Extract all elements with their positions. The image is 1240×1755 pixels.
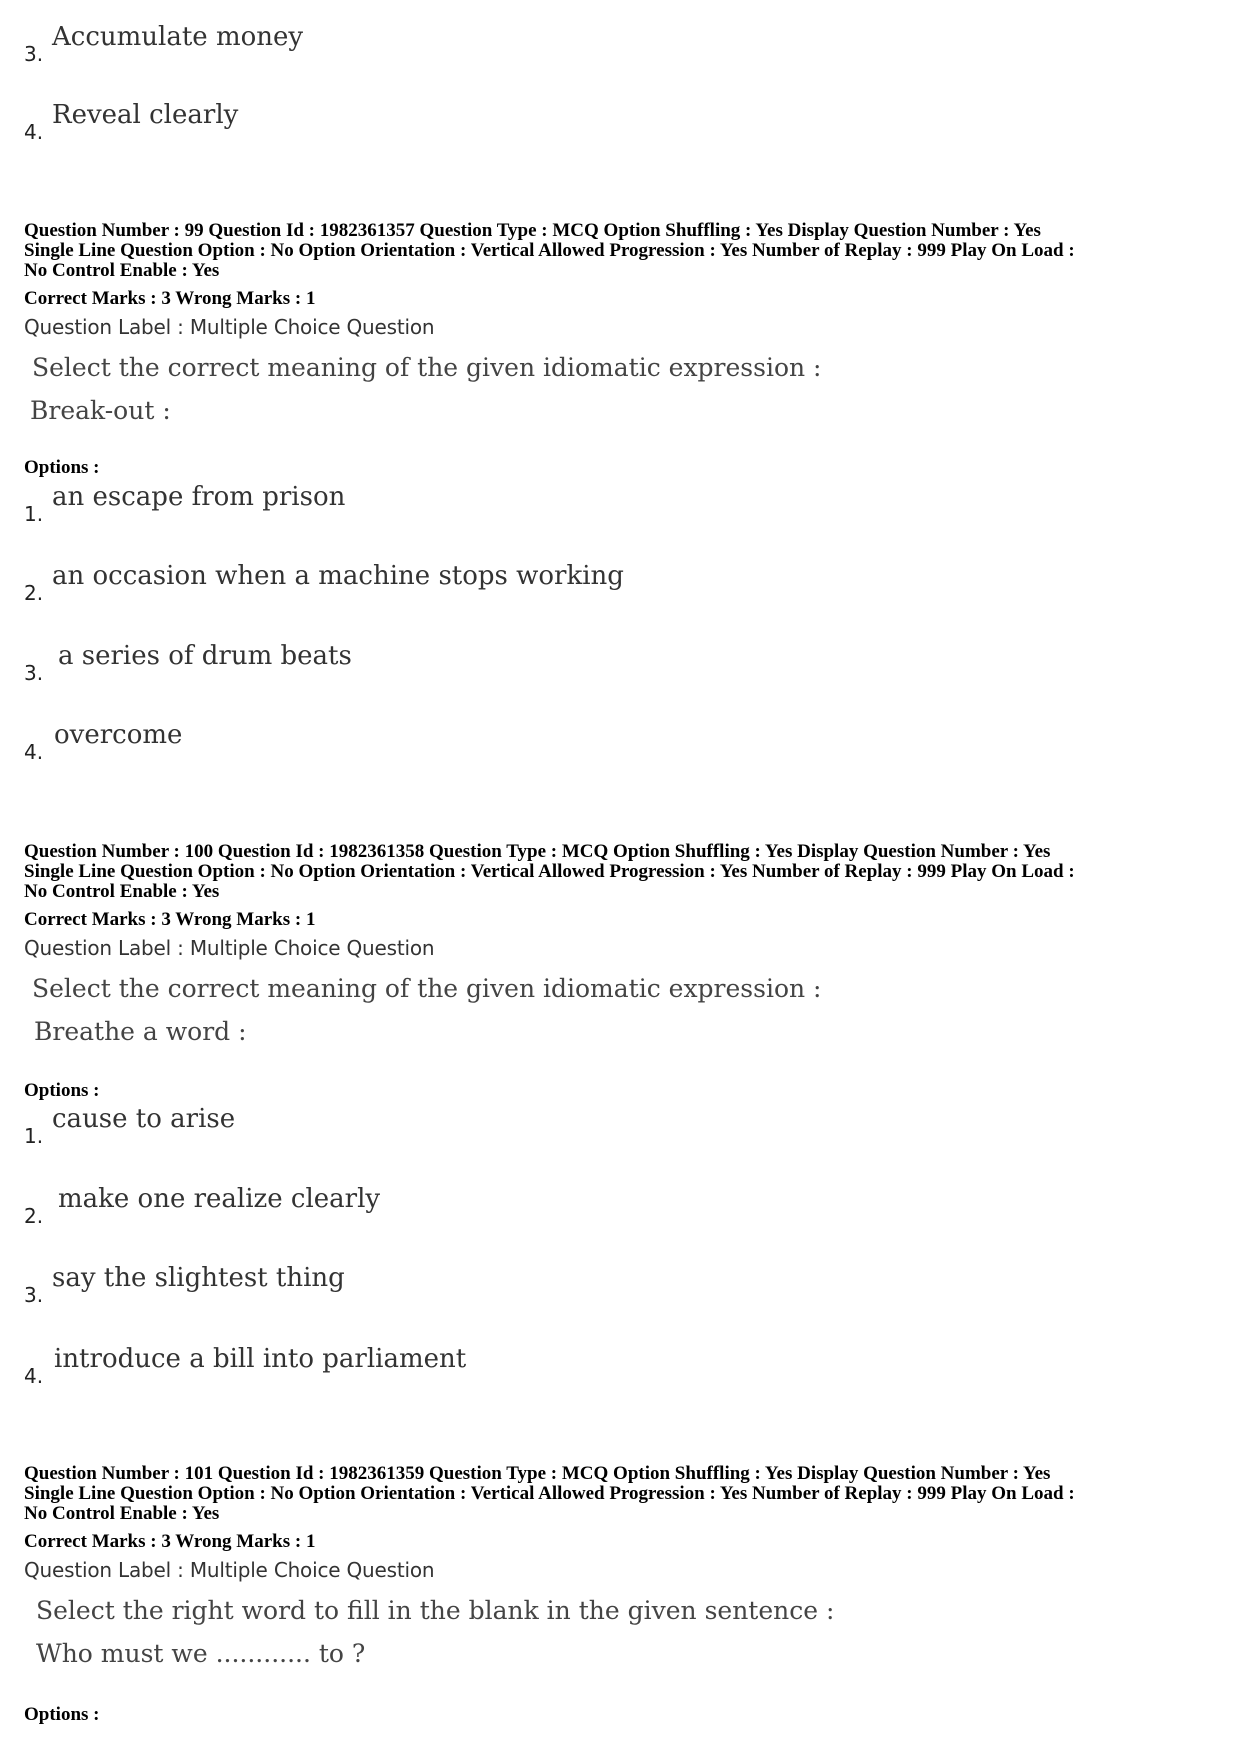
option-text: an escape from prison	[52, 482, 346, 512]
question-block-100	[24, 842, 1224, 1046]
marks-line: Correct Marks : 3 Wrong Marks : 1	[24, 909, 316, 930]
question-expression: Breathe a word :	[34, 1017, 247, 1046]
question-meta-line: Question Number : 100 Question Id : 1982361358 Question Type : MCQ Option Shuffling : Yes Display Question Number : Yes	[24, 841, 1051, 862]
question-label: Question Label : Multiple Choice Question	[24, 936, 435, 960]
question-meta-line: Single Line Question Option : No Option Orientation : Vertical Allowed Progression : Yes Number of Replay : 999 Play On Load :	[24, 861, 1075, 882]
option-text: an occasion when a machine stops working	[52, 561, 624, 591]
options-label: Options :	[24, 457, 100, 478]
question-meta-line: Question Number : 99 Question Id : 1982361357 Question Type : MCQ Option Shuffling : Yes Display Question Number : Yes	[24, 220, 1041, 241]
question-expression: Who must we ............ to ?	[36, 1639, 366, 1668]
question-label: Question Label : Multiple Choice Question	[24, 1558, 435, 1582]
question-label: Question Label : Multiple Choice Question	[24, 315, 435, 339]
option-number: 4.	[24, 1364, 44, 1388]
question-meta-line: No Control Enable : Yes	[24, 881, 220, 902]
option-text: a series of drum beats	[58, 641, 352, 671]
option-text: make one realize clearly	[58, 1184, 381, 1214]
option-number: 1.	[24, 502, 44, 526]
question-text: Select the correct meaning of the given idiomatic expression :	[32, 353, 822, 382]
option-text: Reveal clearly	[52, 100, 239, 130]
option-number: 4.	[24, 120, 44, 144]
option-text: say the slightest thing	[52, 1263, 345, 1293]
marks-line: Correct Marks : 3 Wrong Marks : 1	[24, 288, 316, 309]
question-meta-line: Question Number : 101 Question Id : 1982361359 Question Type : MCQ Option Shuffling : Yes Display Question Number : Yes	[24, 1463, 1051, 1484]
question-text: Select the right word to fill in the blank in the given sentence :	[36, 1596, 835, 1625]
option-text: Accumulate money	[52, 22, 304, 52]
option-number: 3.	[24, 42, 44, 66]
question-meta-line: No Control Enable : Yes	[24, 260, 220, 281]
question-block-101	[24, 1464, 1224, 1668]
question-meta-line: Single Line Question Option : No Option Orientation : Vertical Allowed Progression : Yes Number of Replay : 999 Play On Load :	[24, 1483, 1075, 1504]
options-label: Options :	[24, 1704, 100, 1725]
question-block-99	[24, 221, 1224, 425]
marks-line: Correct Marks : 3 Wrong Marks : 1	[24, 1531, 316, 1552]
option-number: 3.	[24, 1283, 44, 1307]
question-meta-line: Single Line Question Option : No Option Orientation : Vertical Allowed Progression : Yes Number of Replay : 999 Play On Load :	[24, 240, 1075, 261]
option-number: 2.	[24, 1204, 44, 1228]
question-text: Select the correct meaning of the given idiomatic expression :	[32, 974, 822, 1003]
option-number: 3.	[24, 661, 44, 685]
option-text: cause to arise	[52, 1104, 236, 1134]
question-meta-line: No Control Enable : Yes	[24, 1503, 220, 1524]
question-expression: Break-out :	[30, 396, 171, 425]
option-number: 4.	[24, 740, 44, 764]
option-text: overcome	[54, 720, 183, 750]
option-number: 1.	[24, 1124, 44, 1148]
options-label: Options :	[24, 1080, 100, 1101]
option-text: introduce a bill into parliament	[54, 1344, 467, 1374]
option-number: 2.	[24, 581, 44, 605]
